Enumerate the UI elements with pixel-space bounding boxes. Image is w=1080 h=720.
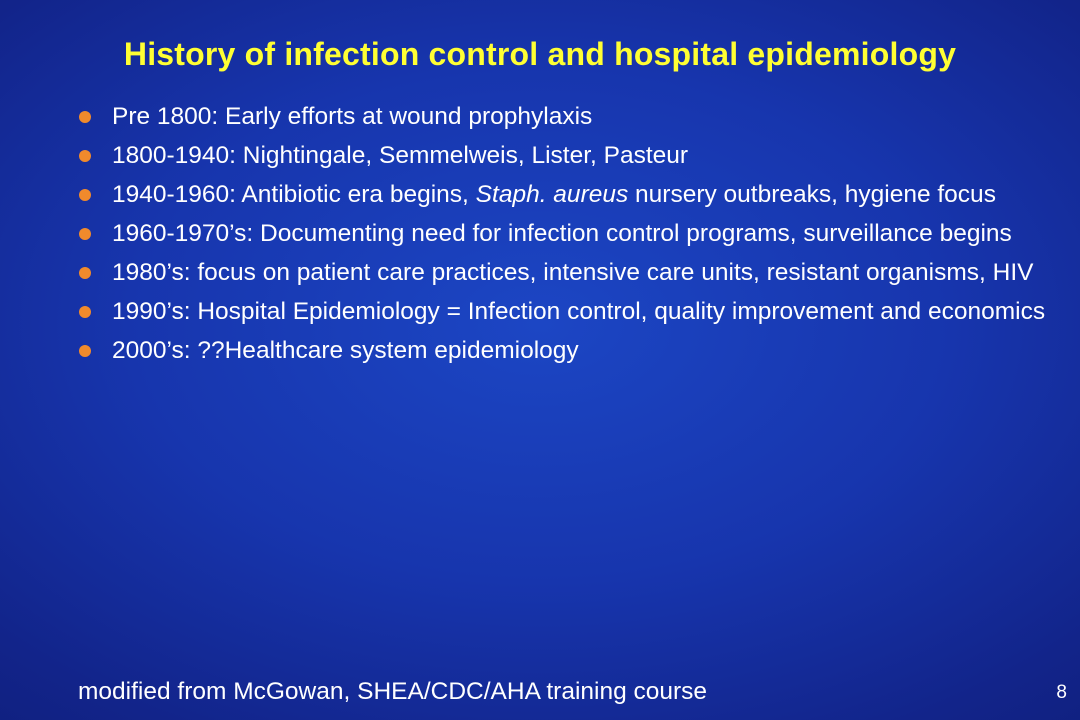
bullet-dot-icon <box>79 345 91 357</box>
bullet-dot-icon <box>79 189 91 201</box>
source-note: modified from McGowan, SHEA/CDC/AHA training course <box>78 678 708 705</box>
bullet-text: 2000’s: ??Healthcare system epidemiology <box>112 337 579 364</box>
bullet-text-italic: Staph. aureus <box>475 181 629 208</box>
bullet-text: 1980’s: focus on patient care practices, intensive care units, resistant organisms, HIV <box>112 259 1034 286</box>
bullet-dot-icon <box>79 150 91 162</box>
bullet-text-suffix: nursery outbreaks, hygiene focus <box>628 181 996 208</box>
bullet-text: Pre 1800: Early efforts at wound prophylaxis <box>112 103 593 130</box>
bullet-text: 1960-1970’s: Documenting need for infection control programs, surveillance begins <box>112 220 1012 247</box>
bullet-item-1990s <box>78 294 1068 330</box>
bullet-text: 1990’s: Hospital Epidemiology = Infection control, quality improvement and economics <box>112 298 1046 325</box>
bullet-item-1980s <box>78 255 1068 291</box>
bullet-item-pre-1800 <box>78 99 1068 135</box>
bullet-item-2000s <box>78 333 1068 369</box>
bullet-dot-icon <box>79 228 91 240</box>
bullet-dot-icon <box>79 306 91 318</box>
page-number: 8 <box>1056 682 1067 703</box>
bullet-item-1960-1970s <box>78 216 1068 252</box>
bullet-dot-icon <box>79 111 91 123</box>
slide-title: History of infection control and hospital epidemiology <box>123 36 957 72</box>
bullet-item-1940-1960 <box>78 177 1068 213</box>
bullet-text: 1800-1940: Nightingale, Semmelweis, Lister, Pasteur <box>112 142 689 169</box>
bullet-text-prefix: 1940-1960: Antibiotic era begins, <box>112 181 476 208</box>
bullet-item-1800-1940 <box>78 138 1068 174</box>
bullet-dot-icon <box>79 267 91 279</box>
bullet-list <box>78 99 1068 372</box>
